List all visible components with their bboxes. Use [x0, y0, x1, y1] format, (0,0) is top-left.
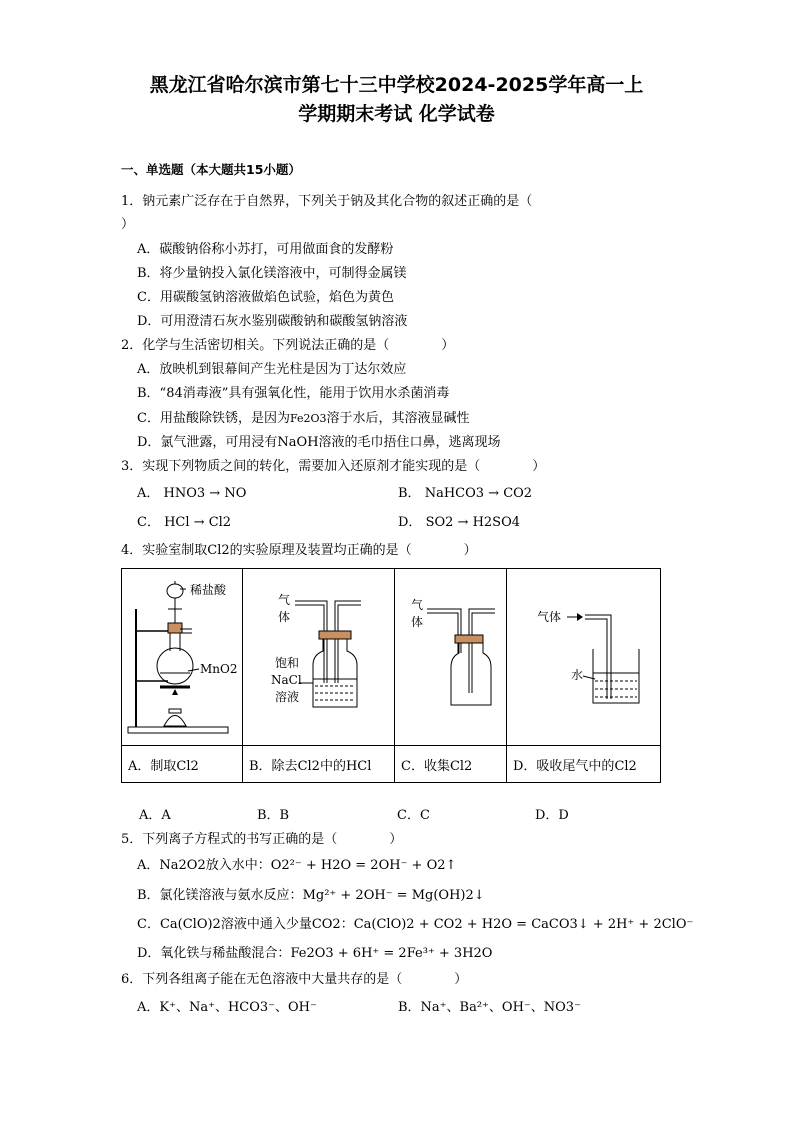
- q6-option-b: B．Na⁺、Ba²⁺、OH⁻、NO3⁻: [398, 1000, 581, 1015]
- apparatus-b-figure: [243, 569, 394, 745]
- q1-option-c: C．用碳酸氢钠溶液做焰色试验，焰色为黄色: [137, 290, 394, 305]
- svg-text:饱和: 饱和: [275, 656, 300, 670]
- q3-option-c: C． HCl → Cl2: [137, 515, 232, 530]
- q6-stem: 6．下列各组离子能在无色溶液中大量共存的是（ ）: [121, 972, 468, 987]
- apparatus-a-cell: [122, 569, 243, 746]
- section-heading: 一、单选题（本大题共15小题）: [121, 162, 301, 177]
- svg-text:NaCl: NaCl: [271, 673, 302, 687]
- q5-option-b: B．氯化镁溶液与氨水反应：Mg²⁺ + 2OH⁻ = Mg(OH)2↓: [137, 888, 485, 903]
- svg-text:气: 气: [278, 593, 291, 607]
- q4-choice-d: D．D: [535, 808, 569, 823]
- caption-c: C．收集Cl2: [395, 746, 507, 783]
- q5-option-a: A．Na2O2放入水中：O2²⁻ + H2O = 2OH⁻ + O2↑: [137, 858, 457, 873]
- caption-a: A．制取Cl2: [122, 746, 243, 783]
- q6-option-a: A．K⁺、Na⁺、HCO3⁻、OH⁻: [137, 1000, 317, 1015]
- svg-text:溶液: 溶液: [275, 690, 300, 704]
- q5-option-c: C．Ca(ClO)2溶液中通入少量CO2：Ca(ClO)2 + CO2 + H2O = CaCO3↓ + 2H⁺ + 2ClO⁻: [137, 917, 694, 932]
- q3-stem: 3．实现下列物质之间的转化，需要加入还原剂才能实现的是（ ）: [121, 459, 546, 474]
- apparatus-table: [121, 568, 660, 781]
- apparatus-c-figure: [395, 569, 506, 745]
- apparatus-d-cell: [507, 569, 661, 746]
- q4-stem: 4．实验室制取Cl2的实验原理及装置均正确的是（ ）: [121, 543, 477, 558]
- q1-option-d: D．可用澄清石灰水鉴别碳酸钠和碳酸氢钠溶液: [137, 314, 408, 329]
- q2-option-d: D．氯气泄露，可用浸有NaOH溶液的毛巾捂住口鼻，逃离现场: [137, 435, 501, 450]
- q2-stem: 2．化学与生活密切相关。下列说法正确的是（ ）: [121, 338, 455, 353]
- q1-stem: 1．钠元素广泛存在于自然界，下列关于钠及其化合物的叙述正确的是（: [121, 194, 533, 209]
- q2-fe2o3: Fe2O3: [289, 412, 327, 425]
- exam-title-line2: 学期期末考试 化学试卷: [298, 103, 495, 125]
- q2-option-a: A．放映机到银幕间产生光柱是因为丁达尔效应: [137, 362, 407, 377]
- exam-title-line1: 黑龙江省哈尔滨市第七十三中学校2024-2025学年高一上: [149, 74, 644, 96]
- q5-option-d: D．氧化铁与稀盐酸混合：Fe2O3 + 6H⁺ = 2Fe³⁺ + 3H2O: [137, 946, 493, 961]
- svg-text:气体: 气体: [537, 610, 562, 624]
- q3-option-a: A． HNO3 → NO: [137, 486, 247, 501]
- caption-b: B．除去Cl2中的HCl: [243, 746, 395, 783]
- q3-option-d: D． SO2 → H2SO4: [398, 515, 521, 530]
- apparatus-c-cell: [395, 569, 507, 746]
- q1-stem-end: ）: [121, 217, 135, 232]
- q1-option-b: B．将少量钠投入氯化镁溶液中，可制得金属镁: [137, 266, 407, 281]
- svg-text:水: 水: [571, 668, 584, 682]
- apparatus-a-figure: [122, 569, 242, 745]
- q2-option-c: C．用盐酸除铁锈，是因为Fe2O3溶于水后，其溶液显碱性: [137, 411, 470, 426]
- q4-choice-b: B．B: [257, 808, 290, 823]
- svg-text:气: 气: [411, 598, 424, 612]
- svg-text:体: 体: [278, 610, 291, 624]
- q4-choice-c: C．C: [397, 808, 430, 823]
- svg-text:体: 体: [411, 615, 424, 629]
- apparatus-d-figure: [507, 569, 660, 745]
- q5-stem: 5．下列离子方程式的书写正确的是（ ）: [121, 832, 403, 847]
- label-mno2: MnO2: [200, 662, 238, 676]
- label-dilute-hcl: 稀盐酸: [190, 583, 227, 597]
- q2-option-b: B．“84消毒液”具有强氧化性，能用于饮用水杀菌消毒: [137, 386, 450, 401]
- q4-choice-a: A．A: [139, 808, 171, 823]
- q3-option-b: B． NaHCO3 → CO2: [398, 486, 533, 501]
- caption-d: D．吸收尾气中的Cl2: [507, 746, 661, 783]
- q1-option-a: A．碳酸钠俗称小苏打，可用做面食的发酵粉: [137, 242, 394, 257]
- apparatus-b-cell: [243, 569, 395, 746]
